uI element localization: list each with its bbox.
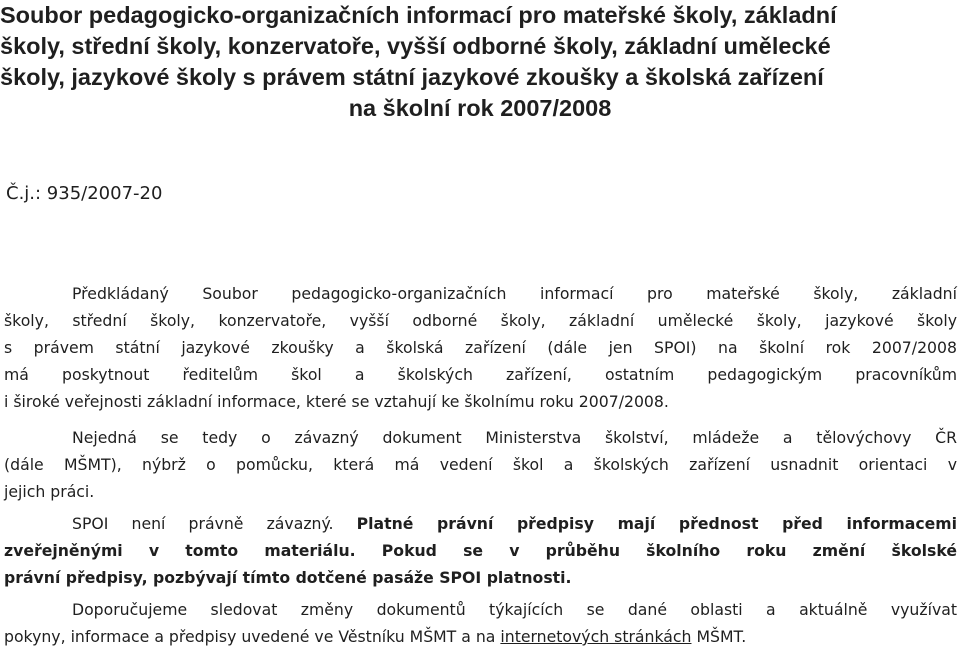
paragraph-not-binding bbox=[4, 424, 957, 505]
legal-notice-normal-text: SPOI není právně závazný. bbox=[72, 514, 357, 533]
document-title bbox=[0, 0, 960, 124]
internet-pages-link[interactable]: internetových stránkách bbox=[500, 627, 692, 646]
legal-notice-bold-text: Platné právní předpisy mají přednost před informacemi bbox=[356, 514, 957, 533]
paragraph-intro bbox=[4, 280, 957, 415]
paragraph-legal-notice bbox=[4, 510, 957, 591]
reference-number: Č.j.: 935/2007-20 bbox=[6, 183, 163, 204]
title-line-3: školy, jazykové školy s právem státní jazykové zkoušky a školská zařízení bbox=[0, 64, 824, 90]
paragraph-line bbox=[4, 510, 957, 537]
legal-notice-bold-line: zveřejněnými v tomto materiálu. Pokud se v průběhu školního roku změní školské bbox=[4, 541, 957, 560]
legal-notice-bold-line: právní předpisy, pozbývají tímto dotčené pasáže SPOI platnosti. bbox=[4, 568, 572, 587]
title-line-2: školy, střední školy, konzervatoře, vyšší odborné školy, základní umělecké bbox=[0, 33, 831, 59]
title-line-4: na školní rok 2007/2008 bbox=[348, 95, 612, 121]
paragraph-line: Předkládaný Soubor pedagogicko-organizačních informací pro mateřské školy, základní bbox=[72, 284, 957, 303]
paragraph-line: jejich práci. bbox=[4, 482, 95, 501]
paragraph-line: Doporučujeme sledovat změny dokumentů týkajících se dané oblasti a aktuálně využívat bbox=[72, 600, 957, 619]
paragraph-line: i široké veřejnosti základní informace, které se vztahují ke školnímu roku 2007/2008. bbox=[4, 392, 669, 411]
paragraph-line: má poskytnout ředitelům škol a školských zařízení, ostatním pedagogickým pracovníkům bbox=[4, 365, 957, 384]
recommendation-text-after-link: MŠMT. bbox=[691, 627, 747, 646]
paragraph-line: (dále MŠMT), nýbrž o pomůcku, která má vedení škol a školských zařízení usnadnit orientaci v bbox=[4, 455, 957, 474]
paragraph-line: s právem státní jazykové zkoušky a školská zařízení (dále jen SPOI) na školní rok 2007/2008 bbox=[4, 338, 957, 357]
recommendation-text-before-link: pokyny, informace a předpisy uvedené ve Věstníku MŠMT a na bbox=[4, 627, 501, 646]
paragraph-recommendation bbox=[4, 596, 957, 650]
paragraph-line: školy, střední školy, konzervatoře, vyšší odborné školy, základní umělecké školy, jazykové školy bbox=[4, 311, 957, 330]
paragraph-line: Nejedná se tedy o závazný dokument Ministerstva školství, mládeže a tělovýchovy ČR bbox=[72, 428, 957, 447]
title-line-1: Soubor pedagogicko-organizačních informací pro mateřské školy, základní bbox=[0, 2, 837, 28]
paragraph-line bbox=[4, 623, 957, 650]
